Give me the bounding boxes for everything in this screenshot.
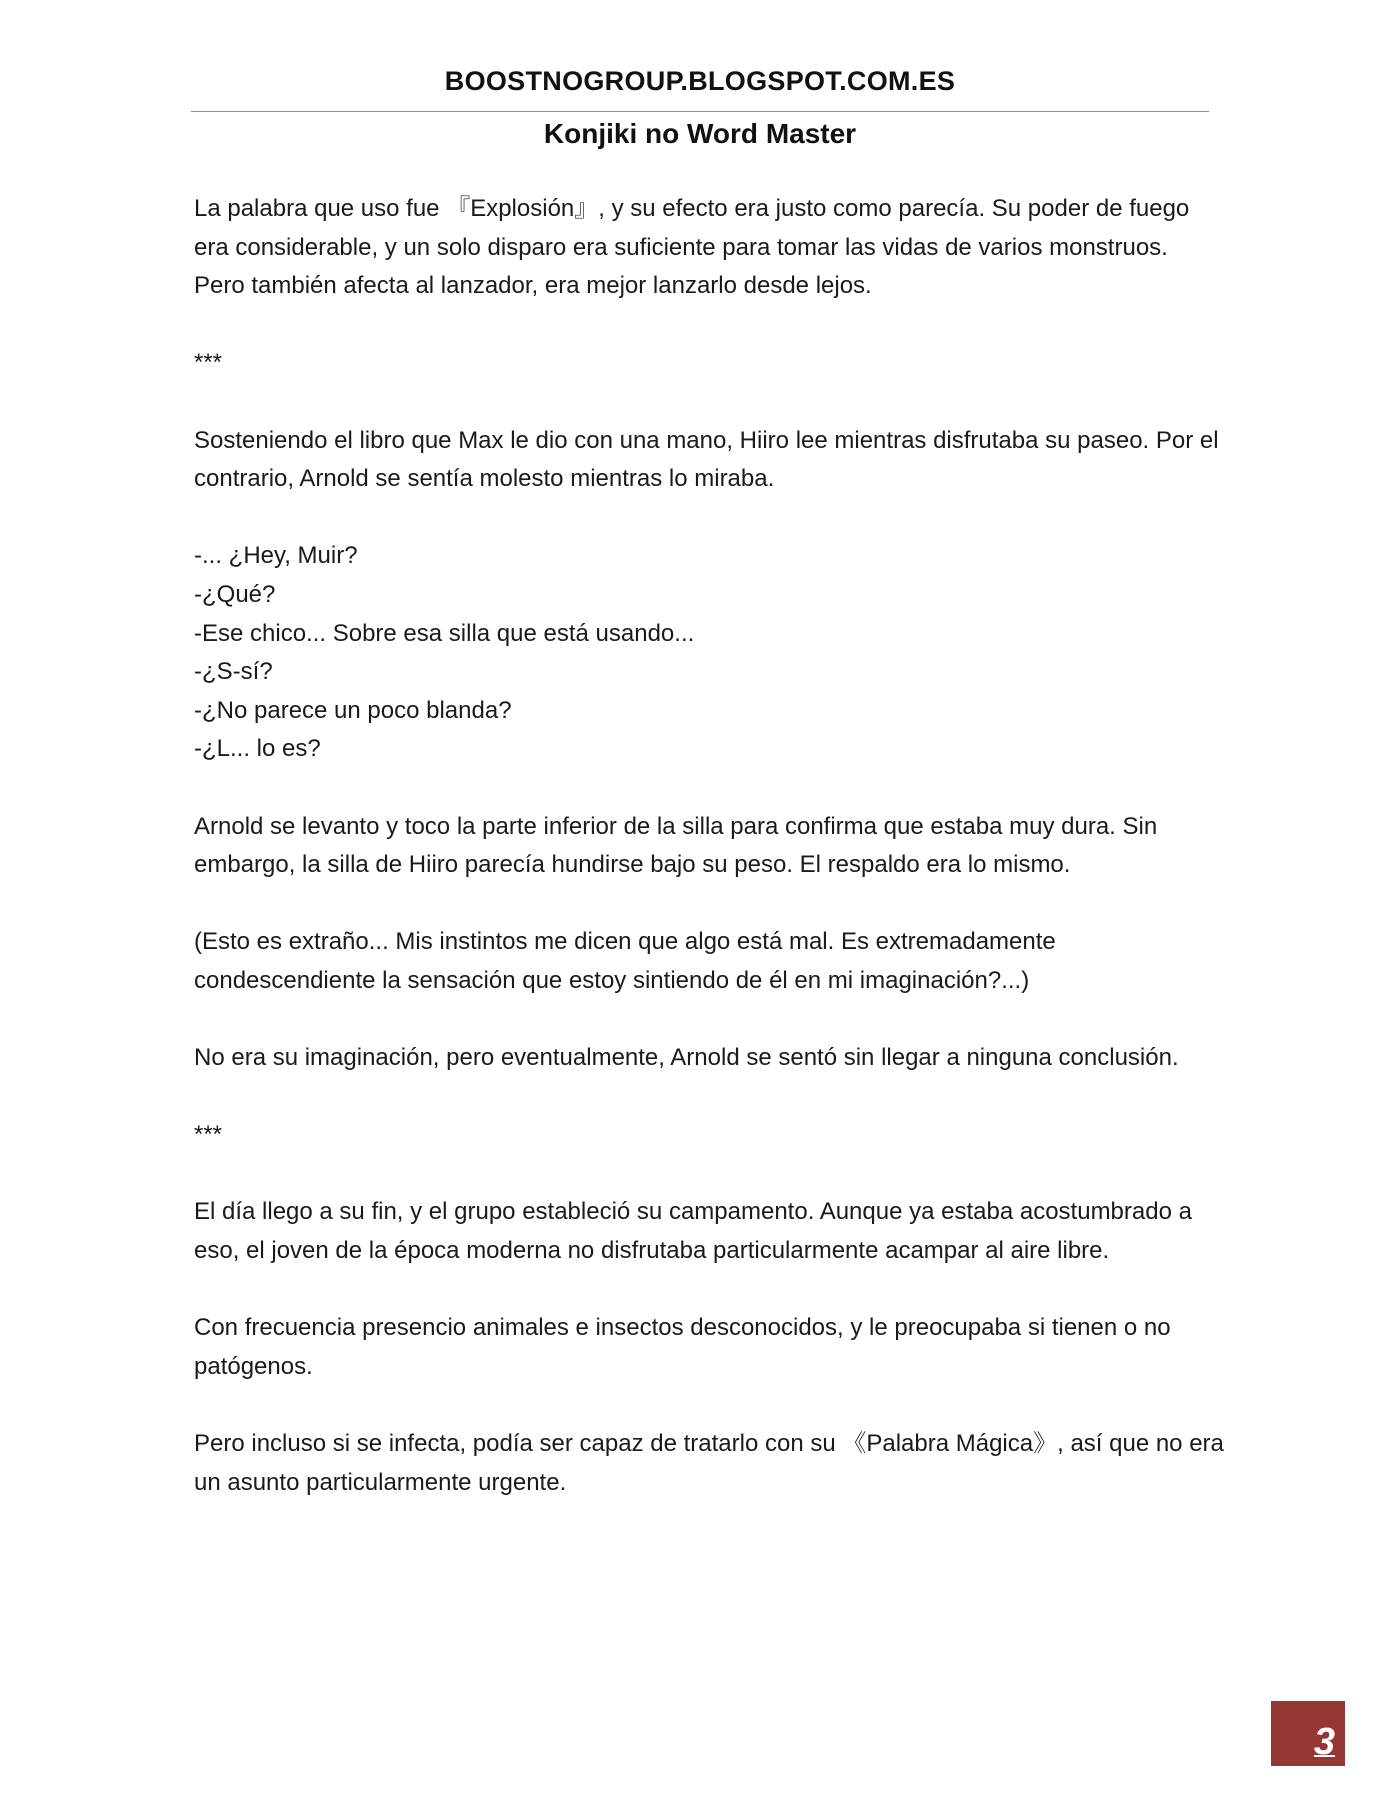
paragraph: El día llego a su fin, y el grupo estableció su campamento. Aunque ya estaba acostumbrado a eso, el joven de la época moderna no disfrutaba particularmente acampar al aire libre. <box>194 1198 1192 1265</box>
dialogue-line: -Ese chico... Sobre esa silla que está usando... <box>194 619 695 647</box>
scene-break: *** <box>194 1121 223 1149</box>
document-title: Konjiki no Word Master <box>543 118 857 149</box>
dialogue-line: -¿L... lo es? <box>194 735 321 763</box>
page-number: 3 <box>1313 1721 1335 1763</box>
dialogue-line: -¿S-sí? <box>194 658 273 686</box>
body-text <box>194 190 1224 1541</box>
paragraph: Sosteniendo el libro que Max le dio con una mano, Hiiro lee mientras disfrutaba su paseo. Por el contrario, Arnold se sentía molesto mientras lo miraba. <box>194 426 1219 493</box>
page-number-badge <box>1271 1701 1345 1766</box>
header-divider <box>191 111 1209 112</box>
paragraph: (Esto es extraño... Mis instintos me dicen que algo está mal. Es extremadamente condescendiente la sensación que estoy sintiendo de él en mi imaginación?...) <box>194 928 1056 994</box>
paragraph: Con frecuencia presencio animales e insectos desconocidos, y le preocupaba si tienen o no patógenos. <box>194 1314 1171 1380</box>
dialogue-line: -¿Qué? <box>194 580 276 608</box>
paragraph: Pero incluso si se infecta, podía ser capaz de tratarlo con su 《Palabra Mágica》, así que no era un asunto particularmente urgente. <box>194 1430 1224 1496</box>
header-site-url: BOOSTNOGROUP.BLOGSPOT.COM.ES <box>444 66 956 96</box>
dialogue-line: -... ¿Hey, Muir? <box>194 542 358 570</box>
paragraph: No era su imaginación, pero eventualmente, Arnold se sentó sin llegar a ninguna conclusión. <box>194 1044 1179 1072</box>
scene-break: *** <box>194 349 223 377</box>
paragraph: La palabra que uso fue 『Explosión』, y su efecto era justo como parecía. Su poder de fuego era considerable, y un solo disparo era suficiente para tomar las vidas de varios monstruos. Pero también afecta al lanzador, era mejor lanzarlo desde lejos. <box>194 195 1190 300</box>
paragraph: Arnold se levanto y toco la parte inferior de la silla para confirma que estaba muy dura. Sin embargo, la silla de Hiiro parecía hundirse bajo su peso. El respaldo era lo mismo. <box>194 812 1158 879</box>
dialogue-line: -¿No parece un poco blanda? <box>194 696 512 724</box>
dialogue-block <box>194 537 1224 769</box>
